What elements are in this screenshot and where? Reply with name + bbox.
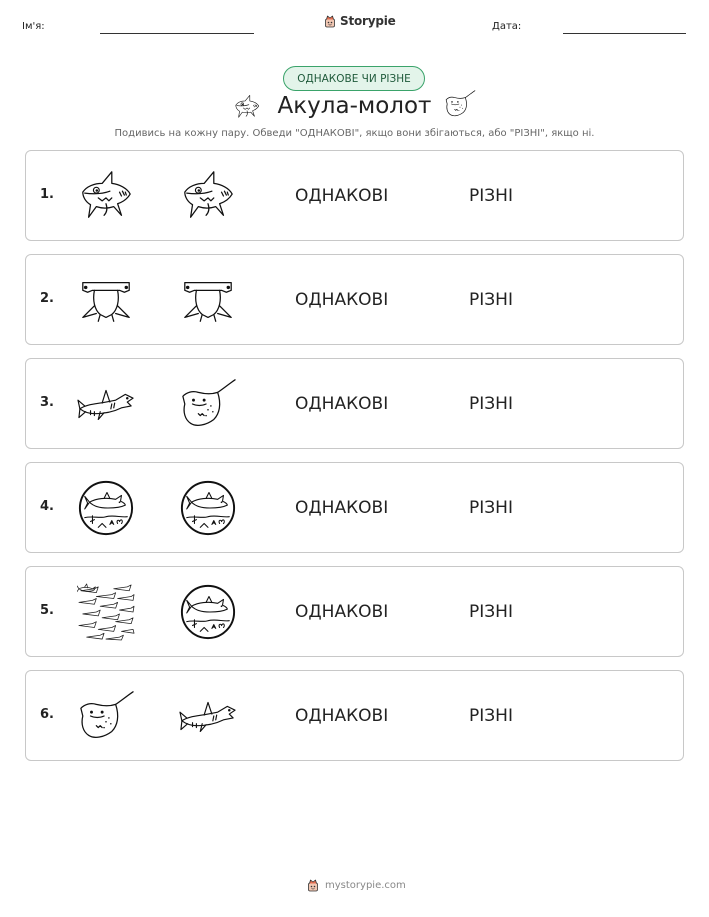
same-option[interactable]: ОДНАКОВІ [295,290,389,310]
hammerhead-front-icon [179,271,237,329]
instructions: Подивись на кожну пару. Обведи "ОДНАКОВІ", якщо вони збігаються, або "РІЗНІ", якщо ні. [114,128,595,139]
same-option[interactable]: ОДНАКОВІ [295,706,389,726]
exercise-row-2 [25,254,684,345]
different-option[interactable]: РІЗНІ [469,186,513,206]
different-option[interactable]: РІЗНІ [469,706,513,726]
exercise-row-5 [25,566,684,657]
shark-front-icon [179,167,237,225]
different-option[interactable]: РІЗНІ [469,394,513,414]
stingray-icon [179,375,237,433]
page-title: Акула-молот [277,93,432,119]
storypie-logo-icon [324,15,336,28]
date-label: Дата: [492,21,522,32]
storypie-logo-icon [307,879,319,892]
same-option[interactable]: ОДНАКОВІ [295,602,389,622]
shark-school-icon [77,583,135,641]
exercise-row-6 [25,670,684,761]
footer-url[interactable]: mystorypie.com [325,880,406,891]
different-option[interactable]: РІЗНІ [469,498,513,518]
different-option[interactable]: РІЗНІ [469,290,513,310]
stingray-icon [77,687,135,745]
name-label: Ім'я: [22,21,45,32]
row-number: 3. [40,395,54,410]
date-line[interactable] [563,33,686,34]
same-option[interactable]: ОДНАКОВІ [295,394,389,414]
same-option[interactable]: ОДНАКОВІ [295,186,389,206]
exercise-row-3 [25,358,684,449]
footer [307,879,406,892]
different-option[interactable]: РІЗНІ [469,602,513,622]
brand-name: Storypie [340,14,396,28]
brand [324,14,396,28]
shark-circle-scene-icon [179,479,237,537]
shark-front-icon [77,167,135,225]
shark-circle-scene-icon [77,479,135,537]
row-number: 2. [40,291,54,306]
hammerhead-side-icon [179,687,237,745]
shark-circle-scene-icon [179,583,237,641]
row-number: 5. [40,603,54,618]
hammerhead-side-icon [77,375,135,433]
name-line[interactable] [100,33,254,34]
row-number: 6. [40,707,54,722]
exercise-row-1 [25,150,684,241]
hammerhead-front-icon [77,271,135,329]
row-number: 1. [40,187,54,202]
worksheet-type-badge: ОДНАКОВЕ ЧИ РІЗНЕ [283,66,425,91]
stingray-decoration-icon [443,88,477,120]
row-number: 4. [40,499,54,514]
same-option[interactable]: ОДНАКОВІ [295,498,389,518]
exercise-row-4 [25,462,684,553]
